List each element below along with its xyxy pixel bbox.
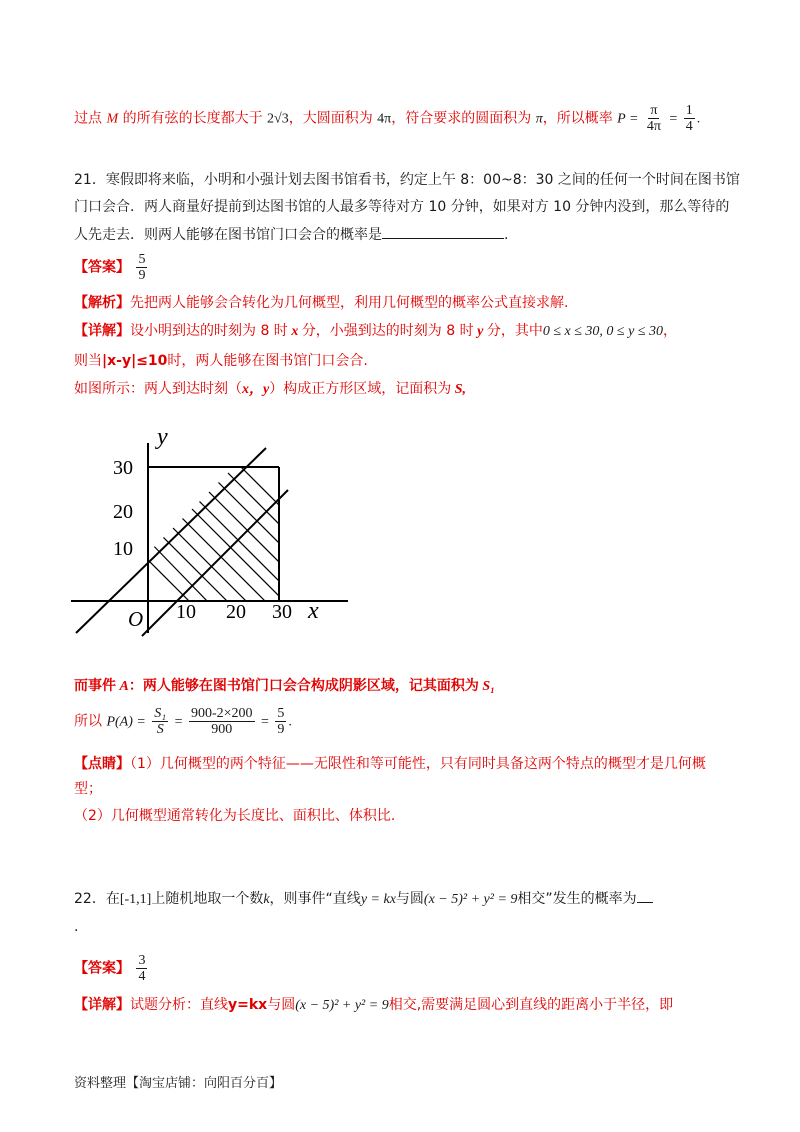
q21-comment-2: （2）几何概型通常转化为长度比、面积比、体积比. [74,808,396,824]
answer-blank-short [637,888,653,903]
q21-detail: 【详解】设小明到达的时刻为 8 时 x 分，小强到达的时刻为 8 时 y 分，其中0 ≤ x ≤ 30, 0 ≤ y ≤ 30， [74,323,678,339]
q21-analysis: 【解析】先把两人能够会合转化为几何概型，利用几何概型的概率公式直接求解. [74,295,569,311]
q21-answer: 【答案】 $\frac{5}{9}$ [74,252,146,283]
q22-line-2: . [74,919,79,935]
y-tick-30: 30 [113,457,133,479]
q21-line-1: 21．寒假即将来临，小明和小强计划去图书馆看书，约定上午 8：00~8：30 之间的任何一个时间在图书馆 [74,172,740,188]
y-tick-10: 10 [113,538,133,560]
q21-condition: 则当|x-y|≤10时，两人能够在图书馆门口会合. [74,353,368,369]
answer-blank [382,224,504,239]
q21-comment-1: 【点睛】（1）几何概型的两个特征——无限性和等可能性，只有同时具备这两个特点的概型才是几何概 [74,756,706,772]
q21-result: 所以 P(A) = $\frac{\text{S₁}}{S}$ = $\frac{900-2\times 200}{900}$ = $\frac{5}{9}$ . [74,706,292,737]
q22-line-1: 22．在[-1,1]上随机地取一个数k，则事件“直线y = kx与圆(x − 5)² + y² = 9相交”发生的概率为 [74,888,653,910]
origin-label: O [128,607,144,631]
q22-detail: 【详解】试题分析：直线y=kx与圆(x − 5)² + y² = 9相交,需要满足圆心到直线的距离小于半径，即 [74,997,674,1013]
x-tick-20: 20 [226,601,246,623]
y-tick-20: 20 [113,501,133,523]
probability-region-figure [66,408,356,638]
x-axis-label: x [308,598,319,624]
y-axis-label: y [157,424,168,450]
x-tick-10: 10 [176,601,196,623]
x-tick-30: 30 [272,601,292,623]
q21-comment-1b: 型； [74,781,102,797]
q21-figure-intro: 如图所示：两人到达时刻（x，y）构成正方形区域，记面积为 S, [74,381,467,397]
shaded-region [146,458,282,603]
q21-line-2: 门口会合．两人商量好提前到达图书馆的人最多等待对方 10 分钟，如果对方 10 分钟内没到，那么等待的 [74,199,730,215]
q22-answer: 【答案】 $\frac{3}{4}$ [74,953,146,984]
prev-solution-line: 过点 M 的所有弦的长度都大于 2√3，大圆面积为 4π，符合要求的圆面积为 π，所以概率 P = $\frac{\pi}{4\pi}$ = $\frac{1}{4}$ . [74,103,701,134]
q21-event-line: 而事件 A：两人能够在图书馆门口会合构成阴影区域，记其面积为 S₁ [74,678,496,694]
line-y-eq-x-minus-10 [142,490,288,636]
footer-source: 资料整理【淘宝店铺：向阳百分百】 [74,1076,283,1091]
q21-line-3: 人先走去．则两人能够在图书馆门口会合的概率是 . [74,224,508,245]
